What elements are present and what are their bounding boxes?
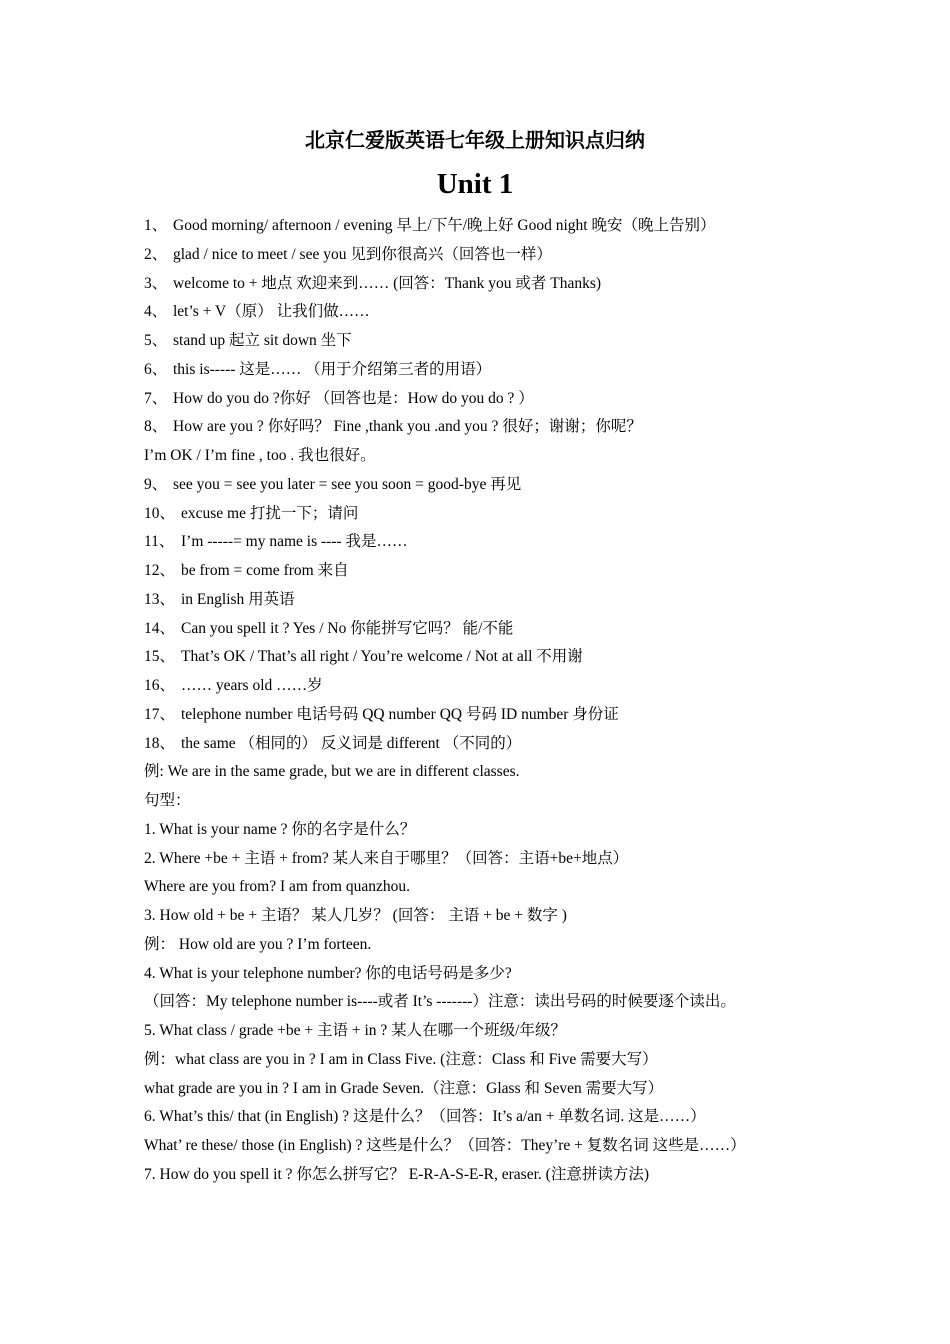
item-number: 18、 (144, 734, 176, 752)
item-text: see you = see you later = see you soon = good-bye 再见 (173, 475, 522, 493)
item-number: 17、 (144, 705, 176, 723)
item-text: telephone number 电话号码 QQ number QQ 号码 ID number 身份证 (181, 705, 619, 723)
list-item (144, 212, 844, 241)
text-line: 2. Where +be + 主语 + from? 某人来自于哪里？（回答：主语+be+地点） (144, 849, 629, 867)
item-text: the same （相同的） 反义词是 different （不同的） (181, 734, 522, 752)
item-number: 15、 (144, 648, 176, 666)
text-line: what grade are you in ? I am in Grade Seven.（注意：Glass 和 Seven 需要大写） (144, 1079, 664, 1097)
text-line: I’m OK / I’m fine , too . 我也很好。 (144, 447, 376, 464)
list-item (144, 270, 844, 299)
document-body (144, 212, 844, 1190)
list-item (144, 327, 844, 356)
item-text: glad / nice to meet / see you 见到你很高兴（回答也一样） (173, 245, 552, 263)
item-number: 6、 (144, 360, 168, 378)
item-number: 2、 (144, 245, 168, 263)
item-text: …… years old ……岁 (181, 677, 323, 694)
item-text: be from = come from 来自 (181, 562, 349, 579)
list-item (144, 298, 844, 327)
list-item (144, 500, 844, 529)
text-line: 1. What is your name ? 你的名字是什么？ (144, 820, 416, 838)
item-number: 3、 (144, 274, 168, 292)
unit-heading: Unit 1 (436, 168, 514, 200)
text-line: 句型： (144, 792, 191, 809)
list-item (144, 586, 844, 615)
item-text: How do you do ?你好 （回答也是：How do you do ? ） (173, 389, 534, 407)
item-text: Good morning/ afternoon / evening 早上/下午/晚上好 Good night 晚安（晚上告别） (173, 217, 716, 234)
item-text: stand up 起立 sit down 坐下 (173, 332, 352, 349)
text-line: 6. What’s this/ that (in English) ? 这是什么？（回答：It’s a/an + 单数名词. 这是……） (144, 1108, 706, 1126)
text-line: 3. How old + be + 主语？ 某人几岁？ (回答： 主语 + be + 数字 ) (144, 907, 567, 924)
text-line: Where are you from? I am from quanzhou. (144, 878, 410, 896)
list-item (144, 557, 844, 586)
item-number: 11、 (144, 533, 175, 551)
item-number: 5、 (144, 332, 168, 349)
item-text: Can you spell it ? Yes / No 你能拼写它吗？ 能/不能 (181, 619, 514, 637)
item-number: 9、 (144, 475, 168, 493)
item-number: 8、 (144, 418, 168, 436)
document-title: 北京仁爱版英语七年级上册知识点归纳 (305, 130, 645, 152)
text-line: 例： How old are you ? I’m forteen. (144, 935, 372, 953)
item-number: 12、 (144, 562, 176, 579)
item-text: How are you ? 你好吗？ Fine ,thank you .and you ? 很好；谢谢；你呢？ (173, 418, 642, 436)
item-text: That’s OK / That’s all right / You’re welcome / Not at all 不用谢 (181, 648, 583, 666)
item-text: welcome to + 地点 欢迎来到…… (回答：Thank you 或者 Thanks) (173, 274, 602, 292)
list-item (144, 413, 844, 442)
item-text: this is----- 这是…… （用于介绍第三者的用语） (173, 360, 492, 378)
list-item (144, 385, 844, 414)
list-item (144, 730, 844, 759)
text-line: 5. What class / grade +be + 主语 + in ? 某人在哪一个班级/年级？ (144, 1022, 566, 1039)
list-item (144, 471, 844, 500)
list-item (144, 615, 844, 644)
list-item (144, 241, 844, 270)
text-line: 4. What is your telephone number? 你的电话号码是多少? (144, 964, 512, 982)
list-item (144, 672, 844, 701)
text-line: 例：what class are you in ? I am in Class Five. (注意：Class 和 Five 需要大写） (144, 1050, 658, 1068)
item-number: 10、 (144, 504, 176, 522)
list-item (144, 701, 844, 730)
item-number: 4、 (144, 303, 168, 321)
text-line: 例: We are in the same grade, but we are in different classes. (144, 763, 520, 781)
item-text: in English 用英语 (181, 590, 295, 608)
text-line: 7. How do you spell it ? 你怎么拼写它？ E-R-A-S-E-R, eraser. (注意拼读方法) (144, 1165, 649, 1183)
text-line: What’ re these/ those (in English) ? 这些是什么？（回答：They’re + 复数名词 这些是……） (144, 1137, 746, 1154)
text-line: （回答：My telephone number is----或者 It’s -------）注意：读出号码的时候要逐个读出。 (144, 993, 736, 1011)
item-number: 13、 (144, 590, 176, 608)
item-text: let’s + V（原） 让我们做…… (173, 303, 370, 321)
item-number: 14、 (144, 619, 176, 637)
item-number: 1、 (144, 217, 168, 234)
item-text: I’m -----= my name is ---- 我是…… (181, 533, 408, 551)
list-item (144, 643, 844, 672)
list-item (144, 356, 844, 385)
item-number: 16、 (144, 677, 176, 694)
list-item (144, 528, 844, 557)
item-number: 7、 (144, 389, 168, 407)
item-text: excuse me 打扰一下；请问 (181, 504, 359, 522)
